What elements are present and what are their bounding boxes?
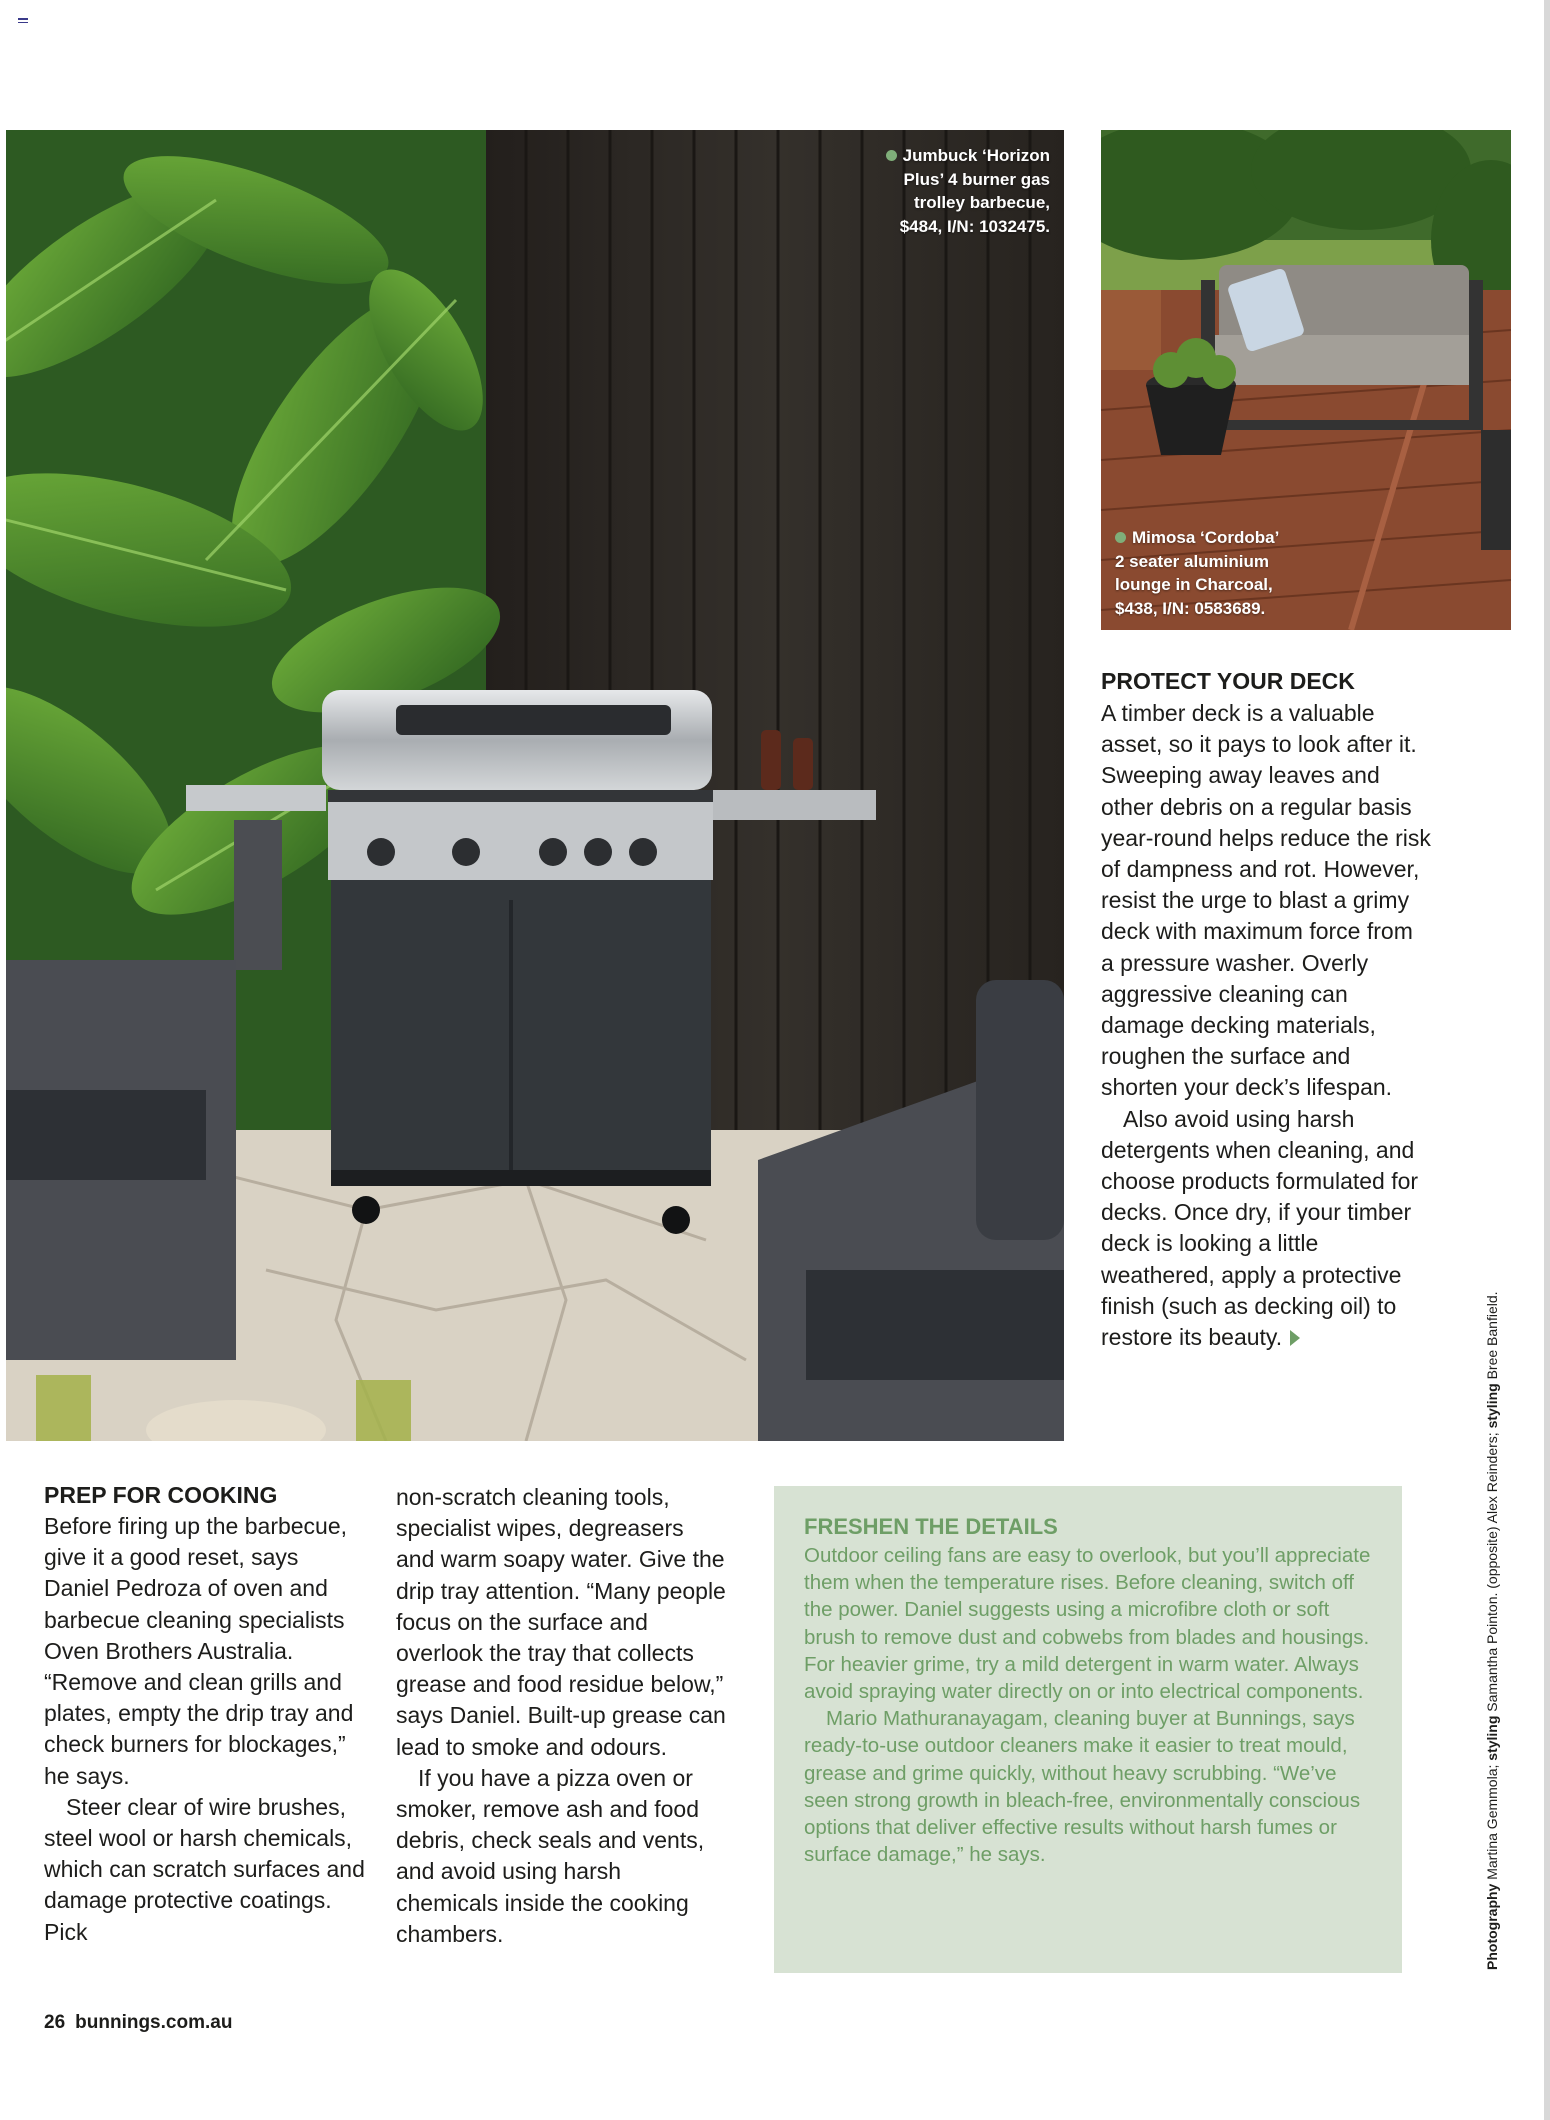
freshen-details-heading: FRESHEN THE DETAILS [804, 1514, 1058, 1539]
lounge-photo [1101, 130, 1511, 630]
credits-photography-label: Photography [1484, 1883, 1500, 1970]
credits-styling2-names: Bree Banfield. [1484, 1291, 1500, 1384]
footer-site-link[interactable]: bunnings.com.au [75, 2012, 233, 2033]
lounge-caption-bold: lounge [1115, 575, 1171, 594]
barbecue-photo [6, 130, 1064, 1441]
prep-cooking-paragraph-3: non-scratch cleaning tools, specialist wipes, degreasers and warm soapy water. Give the drip tray attention. “Many people focus on the surface and overlook the tray that collects grease and food residue below,” says Daniel. Built-up grease can lead to smoke and odours. [396, 1484, 726, 1760]
caption-dot-icon [1115, 532, 1126, 543]
lounge-caption-line2: 2 seater aluminium [1115, 551, 1270, 571]
photo-credits [1480, 1291, 1504, 1970]
freshen-details-paragraph-1: Outdoor ceiling fans are easy to overlook, but you’ll appreciate them when the temperature rises. Before cleaning, switch off the power. Daniel suggests using a microfibre cloth or soft brush to remove dust and cobwebs from blades and housings. For heavier grime, try a mild detergent in warm water. Always avoid spraying water directly on or into electrical components. [804, 1544, 1371, 1704]
protect-deck-section [1101, 668, 1431, 1353]
lounge-caption-price: $438, I/N: 0583689. [1115, 598, 1266, 618]
credits-styling-label: styling [1484, 1715, 1500, 1761]
lounge-caption-line3: in Charcoal, [1170, 575, 1273, 594]
protect-deck-paragraph-1: A timber deck is a valuable asset, so it pays to look after it. Sweeping away leaves and other debris on a regular basis year-round helps reduce the risk of dampness and rot. However, resist the urge to blast a grimy deck with maximum force from a pressure washer. Overly aggressive cleaning can damage decking materials, roughen the surface and shorten your deck’s lifespan. [1101, 700, 1431, 1101]
prep-cooking-paragraph-4: If you have a pizza oven or smoker, remove ash and food debris, check seals and vents, and avoid using harsh chemicals inside the cooking chambers. [396, 1764, 705, 1947]
barbecue-caption-price: $484, I/N: 1032475. [899, 216, 1050, 236]
protect-deck-heading: PROTECT YOUR DECK [1101, 668, 1355, 694]
freshen-details-box [774, 1486, 1402, 1973]
freshen-details-paragraph-2: Mario Mathuranayagam, cleaning buyer at Bunnings, says ready-to-use outdoor cleaners make it easier to treat mould, grease and grime quickly, without heavy scrubbing. “We’ve seen strong growth in bleach-free, environmentally conscious options that deliver effective results without harsh fumes or surface damage,” he says. [804, 1707, 1361, 1867]
prep-cooking-paragraph-1: Before firing up the barbecue, give it a good reset, says Daniel Pedroza of oven and barbecue cleaning specialists Oven Brothers Australia. “Remove and clean grills and plates, empty the drip tray and check burners for blockages,” he says. [44, 1513, 354, 1789]
prep-cooking-heading: PREP FOR COOKING [44, 1482, 278, 1508]
barbecue-scene-illustration [6, 130, 1064, 1441]
caption-dot-icon [886, 150, 897, 161]
prep-cooking-section [44, 1482, 369, 1948]
credits-styling-names: Samantha Pointon. (opposite) Alex Reinders; [1484, 1428, 1500, 1716]
barbecue-caption-line3: trolley [913, 193, 970, 212]
protect-deck-paragraph-2: Also avoid using harsh detergents when cleaning, and choose products formulated for decks. Once dry, if your timber deck is looking a little weathered, apply a protective finish (such as decking oil) to restore its beauty. [1101, 1105, 1419, 1351]
barbecue-caption-bold: barbecue, [969, 193, 1050, 212]
prep-cooking-column-2 [396, 1482, 726, 1950]
page-number: 26 [44, 2012, 66, 2033]
menu-icon[interactable] [18, 18, 28, 26]
page-footer [44, 2012, 232, 2034]
barbecue-caption-line2: Plus’ 4 burner gas [903, 169, 1050, 189]
barbecue-caption-line1: Jumbuck ‘Horizon [902, 146, 1050, 165]
continue-arrow-icon [1290, 1330, 1300, 1346]
credits-photography-names: Martina Gemmola; [1484, 1760, 1500, 1884]
prep-cooking-paragraph-2: Steer clear of wire brushes, steel wool or harsh chemicals, which can scratch surfaces and damage protective coatings. Pick [44, 1793, 365, 1945]
lounge-caption [1115, 526, 1375, 620]
barbecue-caption [820, 144, 1050, 238]
page-edge [1544, 0, 1550, 2120]
lounge-caption-line1: Mimosa ‘Cordoba’ [1132, 528, 1280, 547]
credits-styling2-label: styling [1484, 1383, 1500, 1429]
